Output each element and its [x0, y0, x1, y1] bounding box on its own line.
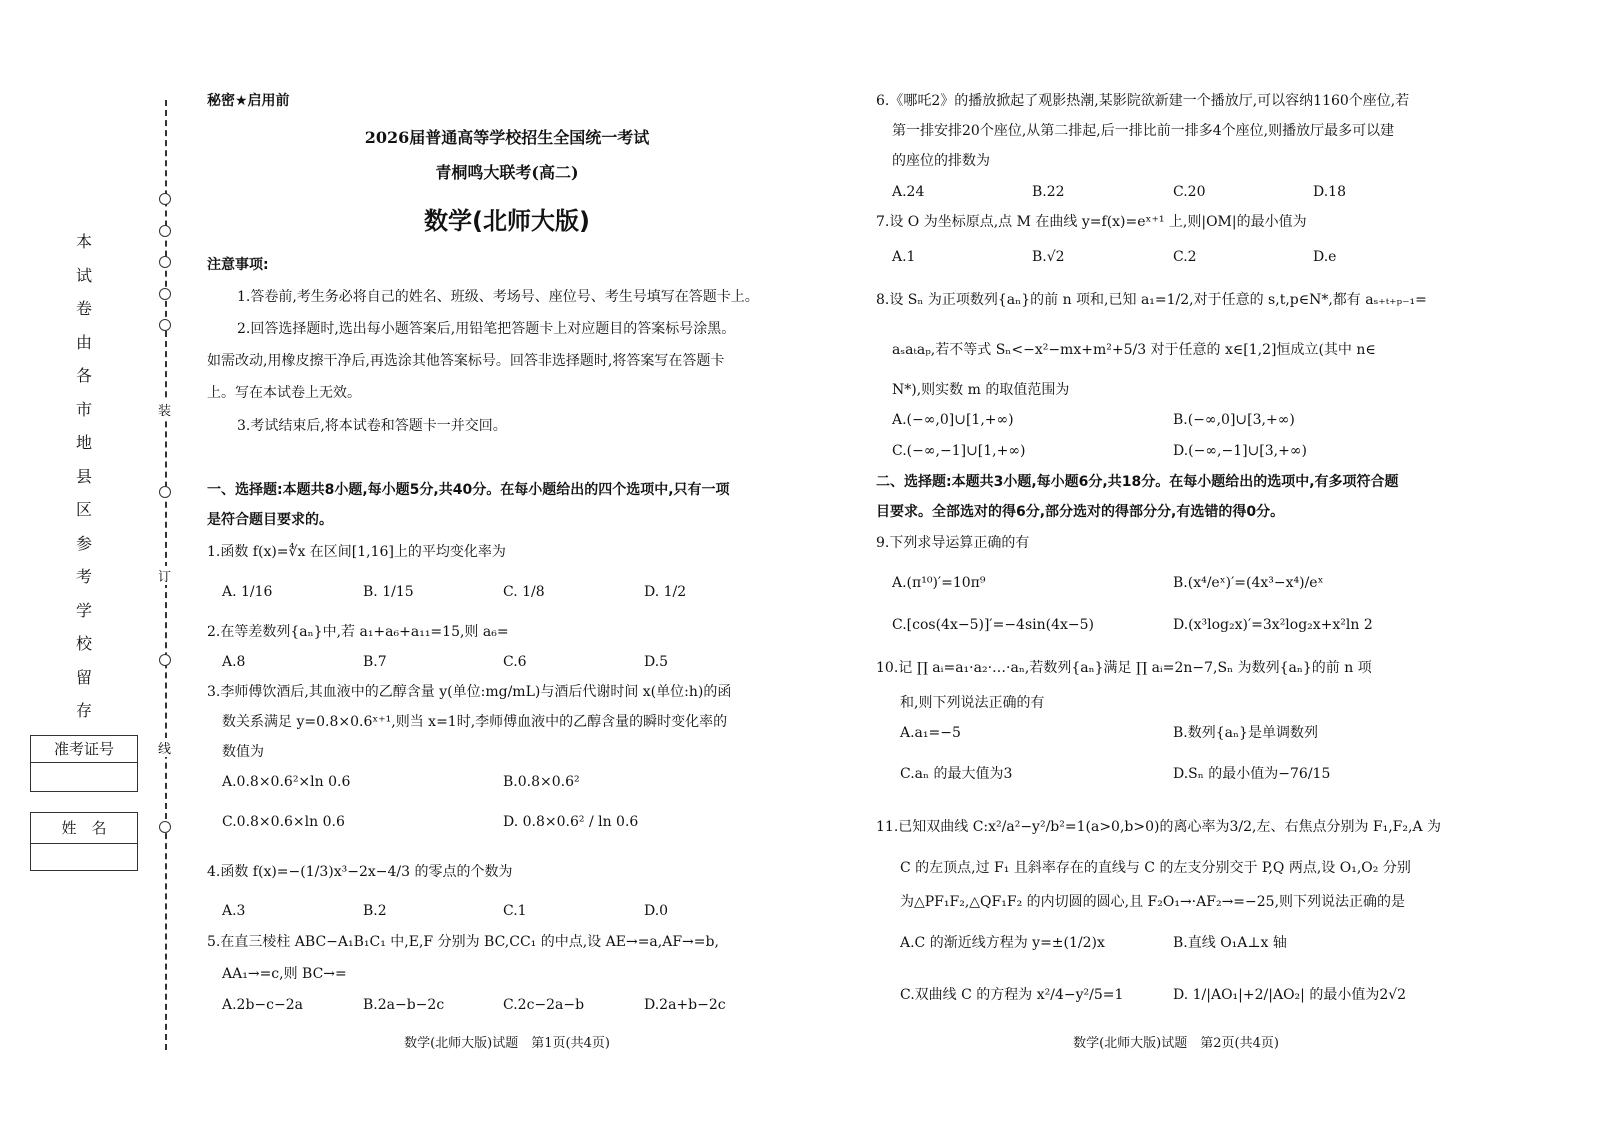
note-2: 2.回答选择题时,选出每小题答案后,用铅笔把答题卡上对应题目的答案标号涂黑。	[237, 321, 736, 337]
q4-option-c: C.1	[503, 903, 527, 919]
vertical-notice-char: 学	[75, 600, 92, 620]
name-label: 姓 名	[31, 813, 137, 844]
cut-char: 线	[158, 738, 171, 757]
section-2-heading: 二、选择题:本题共3小题,每小题6分,共18分。在每小题给出的选项中,有多项符合题	[876, 474, 1399, 490]
vertical-notice-char: 卷	[75, 299, 92, 318]
hole-circle	[159, 821, 171, 833]
section-1-heading-cont: 是符合题目要求的。	[207, 512, 333, 528]
q7-option-d: D.e	[1313, 249, 1337, 265]
q10-option-c: C.aₙ 的最大值为3	[900, 766, 1013, 782]
vertical-notice-char: 各	[75, 366, 92, 385]
id-box	[30, 735, 138, 792]
q5-stem-cont: AA₁→=c,则 BC→=	[222, 966, 347, 982]
hole-circle	[159, 225, 171, 237]
q10-option-b: B.数列{aₙ}是单调数列	[1173, 725, 1318, 741]
q1-option-b: B. 1/15	[363, 584, 414, 600]
q10-stem: 10.记 ∏ aᵢ=a₁·a₂·…·aₙ,若数列{aₙ}满足 ∏ aᵢ=2n−7,Sₙ 为数列{aₙ}的前 n 项	[876, 660, 1372, 676]
q5-option-b: B.2a−b−2c	[363, 997, 445, 1013]
vertical-notice-char: 考	[75, 567, 92, 586]
q6-stem: 6.《哪吒2》的播放掀起了观影热潮,某影院欲新建一个播放厅,可以容纳1160个座位,若	[876, 93, 1410, 109]
q2-option-c: C.6	[503, 654, 527, 670]
hole-circle	[159, 193, 171, 205]
q6-stem-cont: 第一排安排20个座位,从第二排起,后一排比前一排多4个座位,则播放厅最多可以建	[892, 123, 1395, 139]
cut-char: 装	[158, 400, 171, 419]
q11-option-b: B.直线 O₁A⊥x 轴	[1173, 935, 1287, 951]
q8-option-a: A.(−∞,0]∪[1,+∞)	[892, 412, 1014, 428]
q8-option-c: C.(−∞,−1]∪[1,+∞)	[892, 443, 1026, 459]
vertical-notice-char: 由	[75, 332, 92, 352]
q8-option-b: B.(−∞,0]∪[3,+∞)	[1173, 412, 1295, 428]
vertical-notice-char: 留	[75, 667, 92, 687]
q2-stem: 2.在等差数列{aₙ}中,若 a₁+a₆+a₁₁=15,则 a₆=	[207, 624, 509, 640]
note-3: 3.考试结束后,将本试卷和答题卡一并交回。	[237, 418, 507, 434]
q8-stem-cont: aₛaₜaₚ,若不等式 Sₙ<−x²−mx+m²+5/3 对于任意的 x∈[1,2]恒成立(其中 n∈	[892, 342, 1376, 358]
q7-option-a: A.1	[892, 249, 916, 265]
name-box	[30, 812, 138, 871]
q9-stem: 9.下列求导运算正确的有	[876, 535, 1030, 551]
q3-stem-cont: 数关系满足 y=0.8×0.6ˣ⁺¹,则当 x=1时,李师傅血液中的乙醇含量的瞬时变化率的	[222, 714, 728, 730]
q11-stem: 11.已知双曲线 C:x²/a²−y²/b²=1(a>0,b>0)的离心率为3/2,左、右焦点分别为 F₁,F₂,A 为	[876, 819, 1442, 835]
hole-circle	[159, 256, 171, 268]
q2-option-a: A.8	[222, 654, 246, 670]
q11-stem-end: 为△PF₁F₂,△QF₁F₂ 的内切圆的圆心,且 F₂O₁→·AF₂→=−25,则下列说法正确的是	[900, 894, 1406, 910]
subject-title: 数学(北师大版)	[424, 207, 590, 235]
q3-option-d: D. 0.8×0.6² / ln 0.6	[503, 814, 639, 830]
q3-stem: 3.李师傅饮酒后,其血液中的乙醇含量 y(单位:mg/mL)与酒后代谢时间 x(单位:h)的函	[207, 684, 732, 700]
section-2-heading-cont: 目要求。全部选对的得6分,部分选对的得部分分,有选错的得0分。	[876, 504, 1285, 520]
q5-option-c: C.2c−2a−b	[503, 997, 585, 1013]
q8-stem-end: N*),则实数 m 的取值范围为	[892, 382, 1070, 398]
q6-option-b: B.22	[1032, 184, 1065, 200]
vertical-notice-char: 区	[75, 500, 92, 519]
q11-option-c: C.双曲线 C 的方程为 x²/4−y²/5=1	[900, 987, 1124, 1003]
hole-circle	[159, 288, 171, 300]
vertical-notice-char: 存	[75, 701, 92, 720]
q5-option-d: D.2a+b−2c	[644, 997, 726, 1013]
hole-circle	[159, 654, 171, 666]
vertical-notice-char: 县	[75, 466, 92, 486]
note-2-end: 上。写在本试卷上无效。	[207, 385, 361, 401]
q3-stem-end: 数值为	[222, 744, 264, 760]
vertical-notice-char: 校	[75, 634, 92, 653]
exam-title: 2026届普通高等学校招生全国统一考试	[364, 128, 650, 147]
q2-option-d: D.5	[644, 654, 669, 670]
q5-stem: 5.在直三棱柱 ABC−A₁B₁C₁ 中,E,F 分别为 BC,CC₁ 的中点,设 AE→=a,AF→=b,	[207, 934, 719, 950]
q6-option-d: D.18	[1313, 184, 1346, 200]
q4-stem: 4.函数 f(x)=−(1/3)x³−2x−4/3 的零点的个数为	[207, 864, 513, 880]
footer-page-1: 数学(北师大版)试题 第1页(共4页)	[404, 1036, 610, 1051]
note-1: 1.答卷前,考生务必将自己的姓名、班级、考场号、座位号、考生号填写在答题卡上。	[237, 289, 759, 305]
q11-option-d: D. 1/|AO₁|+2/|AO₂| 的最小值为2√2	[1173, 987, 1407, 1003]
q9-option-b: B.(x⁴/eˣ)′=(4x³−x⁴)/eˣ	[1173, 575, 1324, 591]
section-1-heading: 一、选择题:本题共8小题,每小题5分,共40分。在每小题给出的四个选项中,只有一项	[207, 482, 730, 498]
q1-option-c: C. 1/8	[503, 584, 545, 600]
hole-circle	[159, 486, 171, 498]
q10-option-d: D.Sₙ 的最小值为−76/15	[1173, 766, 1331, 782]
q1-stem: 1.函数 f(x)=∜x 在区间[1,16]上的平均变化率为	[207, 544, 506, 560]
q6-stem-end: 的座位的排数为	[892, 153, 990, 169]
vertical-notice-char: 市	[75, 399, 92, 419]
q9-option-a: A.(π¹⁰)′=10π⁹	[892, 575, 986, 591]
q6-option-c: C.20	[1173, 184, 1206, 200]
footer-page-2: 数学(北师大版)试题 第2页(共4页)	[1073, 1036, 1279, 1051]
q7-option-b: B.√2	[1032, 249, 1065, 265]
q11-stem-cont: C 的左顶点,过 F₁ 且斜率存在的直线与 C 的左支分别交于 P,Q 两点,设 O₁,O₂ 分别	[900, 860, 1411, 876]
q4-option-a: A.3	[222, 903, 246, 919]
q3-option-c: C.0.8×0.6×ln 0.6	[222, 814, 345, 830]
q1-option-a: A. 1/16	[222, 584, 273, 600]
vertical-notice-char: 参	[75, 533, 92, 553]
hole-circle	[159, 319, 171, 331]
notes-heading: 注意事项:	[207, 257, 269, 273]
q10-stem-cont: 和,则下列说法正确的有	[900, 695, 1045, 711]
q1-option-d: D. 1/2	[644, 584, 687, 600]
q7-stem: 7.设 O 为坐标原点,点 M 在曲线 y=f(x)=eˣ⁺¹ 上,则|OM|的最小值为	[876, 214, 1307, 230]
secret-label: 秘密★启用前	[207, 93, 290, 109]
q8-stem: 8.设 Sₙ 为正项数列{aₙ}的前 n 项和,已知 a₁=1/2,对于任意的 s,t,p∈N*,都有 aₛ₊ₜ₊ₚ₋₁=	[876, 292, 1427, 308]
q8-option-d: D.(−∞,−1]∪[3,+∞)	[1173, 443, 1307, 459]
q3-option-b: B.0.8×0.6²	[503, 774, 580, 790]
q9-option-c: C.[cos(4x−5)]′=−4sin(4x−5)	[892, 617, 1094, 633]
vertical-notice-char: 本	[75, 232, 92, 251]
q6-option-a: A.24	[892, 184, 925, 200]
q9-option-d: D.(x³log₂x)′=3x²log₂x+x²ln 2	[1173, 617, 1373, 633]
id-label: 准考证号	[31, 736, 137, 763]
q3-option-a: A.0.8×0.6²×ln 0.6	[222, 774, 351, 790]
q4-option-d: D.0	[644, 903, 669, 919]
q7-option-c: C.2	[1173, 249, 1197, 265]
q5-option-a: A.2b−c−2a	[222, 997, 303, 1013]
cut-char: 订	[158, 566, 171, 585]
q10-option-a: A.a₁=−5	[900, 725, 961, 741]
q11-option-a: A.C 的渐近线方程为 y=±(1/2)x	[900, 935, 1105, 951]
note-2-cont: 如需改动,用橡皮擦干净后,再选涂其他答案标号。回答非选择题时,将答案写在答题卡	[207, 353, 725, 369]
q4-option-b: B.2	[363, 903, 387, 919]
sub-title: 青桐鸣大联考(高二)	[435, 163, 579, 182]
q2-option-b: B.7	[363, 654, 387, 670]
vertical-notice-char: 地	[75, 433, 92, 452]
vertical-notice-char: 试	[75, 265, 92, 285]
